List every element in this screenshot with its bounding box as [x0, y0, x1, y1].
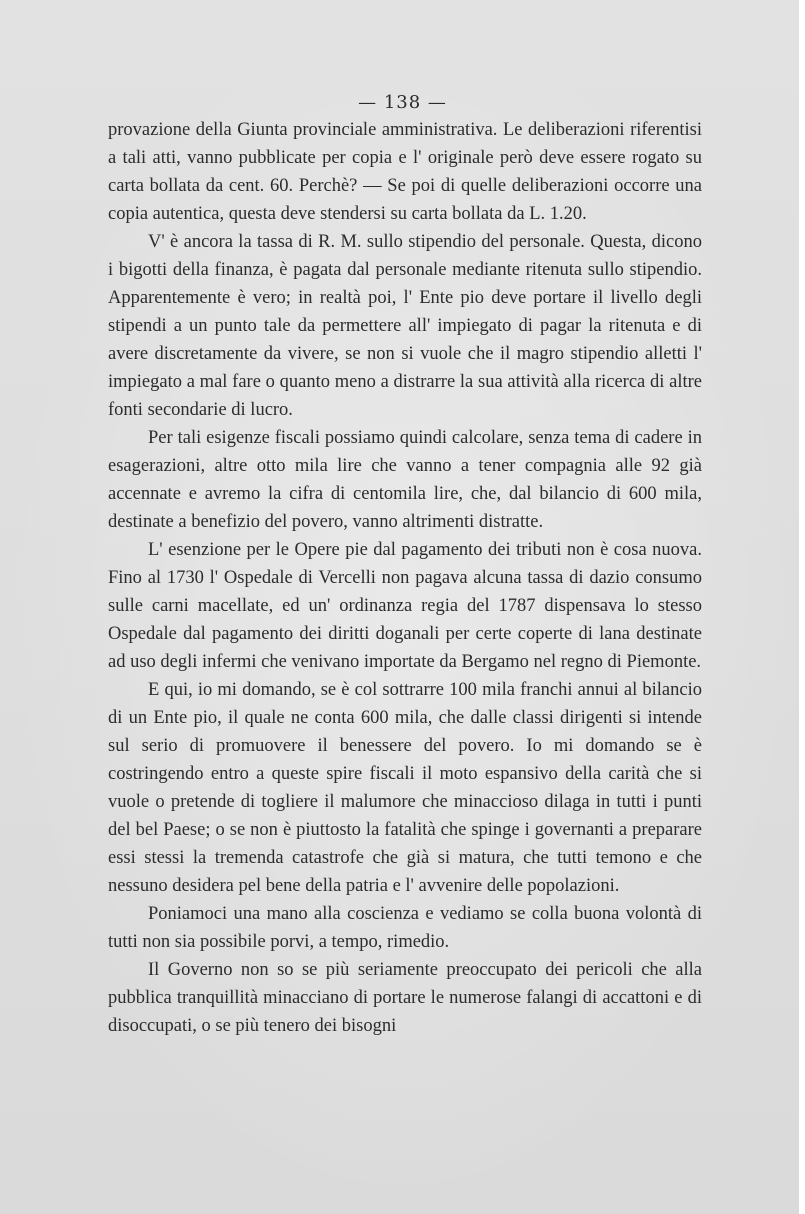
page-number: — 138 — [358, 92, 447, 113]
paragraph-2: V' è ancora la tassa di R. M. sullo stipendio del personale. Questa, dicono i bigotti della finanza, è pagata dal personale mediante ritenuta sullo stipendio. Apparentemente è vero; in realtà poi, l' Ente pio deve portare il livello degli stipendi a un punto tale da permettere all' impiegato di pagar la ritenuta e di avere discretamente da vivere, se non si vuole che il magro stipendio alletti l' impiegato a mal fare o quanto meno a distrarre la sua attività alla ricerca di altre fonti secondarie di lucro. [108, 232, 702, 420]
paragraph-1: provazione della Giunta provinciale amministrativa. Le deliberazioni riferentisi a tali atti, vanno pubblicate per copia e l' originale però deve essere rogato su carta bollata da cent. 60. Perchè? — Se poi di quelle deliberazioni occorre una copia autentica, questa deve stendersi su carta bollata da L. 1.20. [108, 120, 702, 224]
body-text [108, 116, 702, 1040]
paragraph-7: Il Governo non so se più seriamente preoccupato dei pericoli che alla pubblica tranquillità minacciano di portare le numerose falangi di accattoni e di disoccupati, o se più tenero dei bisogni [108, 960, 702, 1036]
paragraph-3: Per tali esigenze fiscali possiamo quindi calcolare, senza tema di cadere in esagerazioni, altre otto mila lire che vanno a tener compagnia alle 92 già accennate e avremo la cifra di centomila lire, che, dal bilancio di 600 mila, destinate a benefizio del povero, vanno altrimenti distratte. [108, 428, 702, 532]
paragraph-6: Poniamoci una mano alla coscienza e vediamo se colla buona volontà di tutti non sia possibile porvi, a tempo, rimedio. [108, 904, 702, 952]
paragraph-5: E qui, io mi domando, se è col sottrarre 100 mila franchi annui al bilancio di un Ente pio, il quale ne conta 600 mila, che dalle classi dirigenti si intende sul serio di promuovere il benessere del povero. Io mi domando se è costringendo entro a queste spire fiscali il moto espansivo della carità che si vuole o pretende di togliere il malumore che minaccioso dilaga in tutti i punti del bel Paese; o se non è piuttosto la fatalità che spinge i governanti a preparare essi stessi la tremenda catastrofe che già si matura, che tutti temono e che nessuno desidera pel bene della patria e l' avvenire delle popolazioni. [108, 680, 702, 896]
paragraph-4: L' esenzione per le Opere pie dal pagamento dei tributi non è cosa nuova. Fino al 1730 l' Ospedale di Vercelli non pagava alcuna tassa di dazio consumo sulle carni macellate, ed un' ordinanza regia del 1787 dispensava lo stesso Ospedale dal pagamento dei diritti doganali per certe coperte di lana destinate ad uso degli infermi che venivano importate da Bergamo nel regno di Piemonte. [108, 540, 702, 672]
page-edge [799, 0, 805, 1214]
